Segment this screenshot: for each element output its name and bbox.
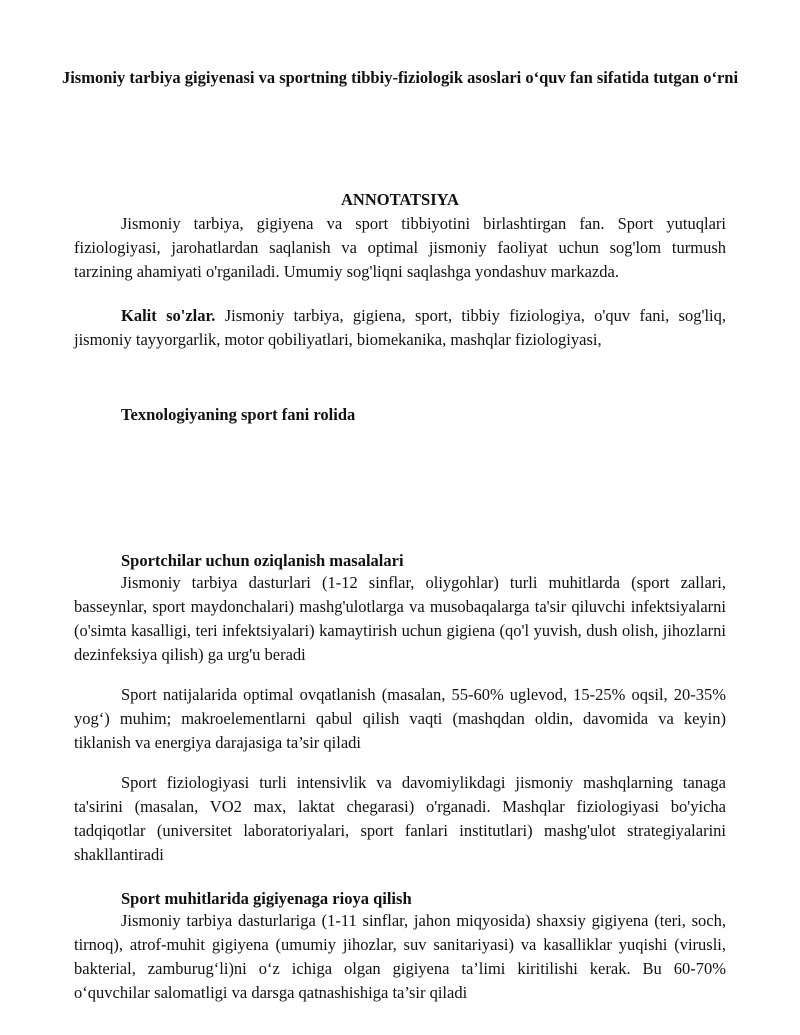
nutrition-paragraph-2: Sport natijalarida optimal ovqatlanish (masalan, 55-60% uglevod, 15-25% oqsil, 20-35% yog‘) muhim; makroelementlarni qabul qilish vaqti (mashqdan oldin, davomida va keyin) tiklanish va energiya darajasiga ta’sir qiladi (74, 685, 726, 752)
document-title: Jismoniy tarbiya gigiyenasi va sportning tibbiy-fiziologik asoslari o‘quv fan sifatida tutgan o‘rni (61, 68, 739, 87)
annotation-text: Jismoniy tarbiya, gigiyena va sport tibbiyotini birlashtirgan fan. Sport yutuqlari fiziologiyasi, jarohatlardan saqlanish va optimal jismoniy faoliyat uchun sog'lom turmush tarzining ahamiyati o'rganiladi. Umumiy sog'liqni saqlashga yondashuv markazda. (74, 214, 726, 281)
section-heading-nutrition: Sportchilar uchun oziqlanish masalalari (121, 551, 404, 570)
nutrition-paragraph-1: Jismoniy tarbiya dasturlari (1-12 sinflar, oliygohlar) turli muhitlarda (sport zallari, basseynlar, sport maydonchalari) mashg'ulotlarga va musobaqalarga ta'sir qiluvchi infektsiyalarni (o'simta kasalligi, teri infektsiyalari) kamaytirish uchun gigiena (qo'l yuvish, dush olish, jihozlarni dezinfeksiya qilish) ga urg'u beradi (74, 573, 726, 664)
annotation-heading: ANNOTATSIYA (341, 190, 459, 209)
section-heading-technology: Texnologiyaning sport fani rolida (121, 405, 356, 424)
keywords-label: Kalit so'zlar. (121, 306, 216, 325)
nutrition-paragraph-3: Sport fiziologiyasi turli intensivlik va davomiylikdagi jismoniy mashqlarning tanaga ta'sirini (masalan, VO2 max, laktat chegarasi) o'rganadi. Mashqlar fiziologiyasi bo'yicha tadqiqotlar (universitet laboratoriyalari, sport fanlari institutlari) mashg'ulot strategiyalarini shakllantiradi (74, 773, 726, 864)
keywords-paragraph (74, 304, 726, 352)
hygiene-paragraph-1: Jismoniy tarbiya dasturlariga (1-11 sinflar, jahon miqyosida) shaxsiy gigiyena (teri, soch, tirnoq), atrof-muhit gigiyena (umumiy jihozlar, suv sanitariyasi) va kasalliklar yuqishi (virusli, bakterial, zamburug‘li)ni o‘z ichiga olgan gigiyena ta’limi kiritilishi kerak. Bu 60-70% o‘quvchilar salomatligi va darsga qatnashishiga ta’sir qiladi (74, 911, 726, 1002)
keywords-text: Jismoniy tarbiya, gigiena, sport, tibbiy fiziologiya, o'quv fani, sog'liq, jismoniy tayyorgarlik, motor qobiliyatlari, biomekanika, mashqlar fiziologiyasi, (74, 306, 726, 349)
section-heading-hygiene: Sport muhitlarida gigiyenaga rioya qilish (121, 889, 412, 908)
